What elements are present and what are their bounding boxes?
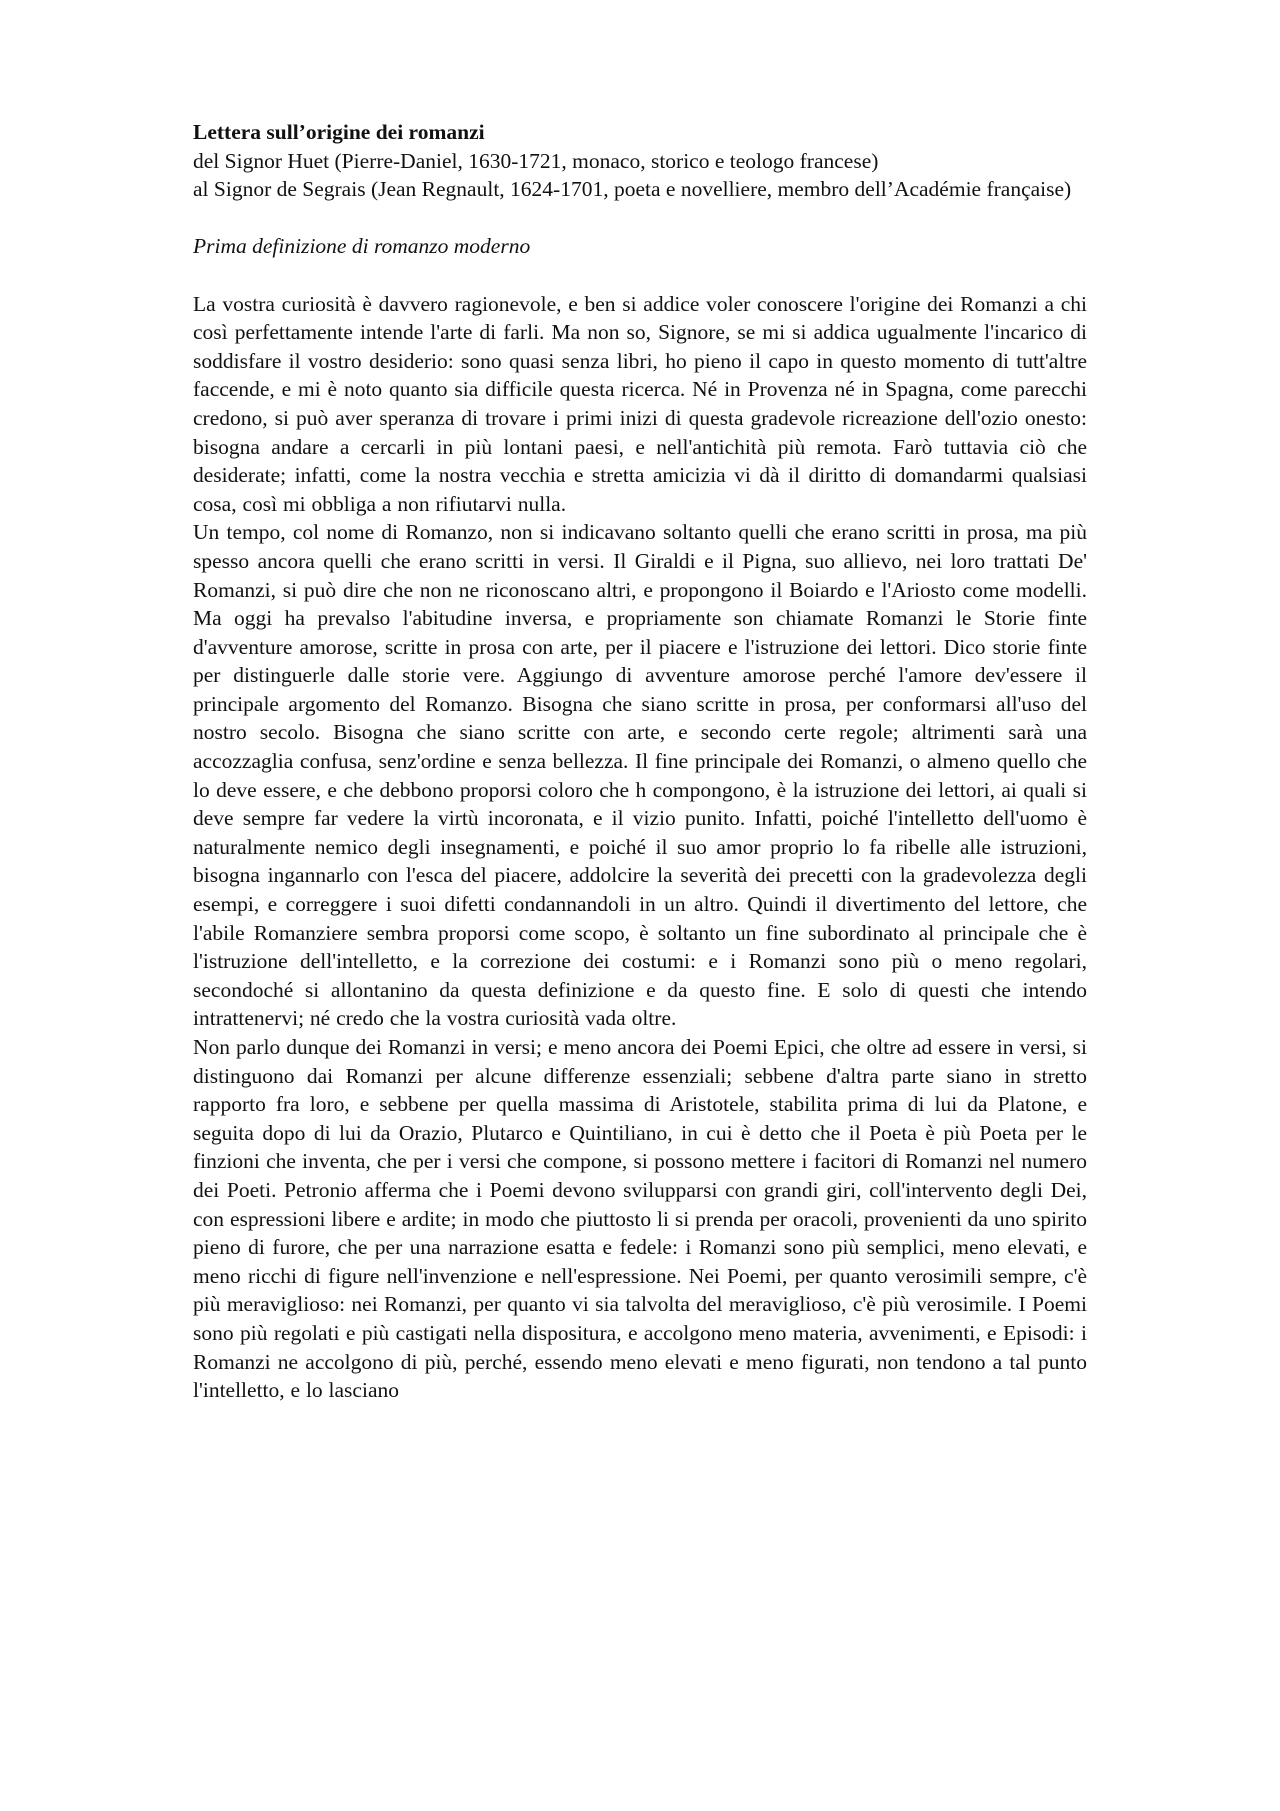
paragraph-1: La vostra curiosità è davvero ragionevole, e ben si addice voler conoscere l'origine dei Romanzi a chi così perfettamente intende l'arte di farli. Ma non so, Signore, se mi si addica ugualmente l'incarico di soddisfare il vostro desiderio: sono quasi senza libri, ho pieno il capo in questo momento di tutt'altre faccende, e mi è noto quanto sia difficile questa ricerca. Né in Provenza né in Spagna, come parecchi credono, si può aver speranza di trovare i primi inizi di questa gradevole ricreazione dell'ozio onesto: bisogna andare a cercarli in più lontani paesi, e nell'antichità più remota. Farò tuttavia ciò che desiderate; infatti, come la nostra vecchia e stretta amicizia vi dà il diritto di domandarmi qualsiasi cosa, così mi obbliga a non rifiutarvi nulla. [193,291,1087,516]
paragraph-2: Un tempo, col nome di Romanzo, non si indicavano soltanto quelli che erano scritti in prosa, ma più spesso ancora quelli che erano scritti in versi. Il Giraldi e il Pigna, suo allievo, nei loro trattati De' Romanzi, si può dire che non ne riconoscano altri, e propongono il Boiardo e l'Ariosto come modelli. Ma oggi ha prevalso l'abitudine inversa, e propriamente son chiamate Romanzi le Storie finte d'avventure amorose, scritte in prosa con arte, per il piacere e l'istruzione dei lettori. Dico storie finte per distinguerle dalle storie vere. Aggiungo di avventure amorose perché l'amore dev'essere il principale argomento del Romanzo. Bisogna che siano scritte in prosa, per conformarsi all'uso del nostro secolo. Bisogna che siano scritte con arte, e secondo certe regole; altrimenti sarà una accozzaglia confusa, senz'ordine e senza bellezza. Il fine principale dei Romanzi, o almeno quello che lo deve essere, e che debbono proporsi coloro che h compongono, è la istruzione dei lettori, ai quali si deve sempre far vedere la virtù incoronata, e il vizio punito. Infatti, poiché l'intelletto dell'uomo è naturalmente nemico degli insegnamenti, e poiché il suo amor proprio lo fa ribelle alle istruzioni, bisogna ingannarlo con l'esca del piacere, addolcire la severità dei precetti con la gradevolezza degli esempi, e correggere i suoi difetti condannandoli in un altro. Quindi il divertimento del lettore, che l'abile Romanziere sembra proporsi come scopo, è soltanto un fine subordinato al principale che è l'istruzione dell'intelletto, e la correzione dei costumi: e i Romanzi sono più o meno regolari, secondoché si allontanino da questa definizione e da questo fine. E solo di questi che intendo intrattenervi; né credo che la vostra curiosità vada oltre. [193,520,1087,1031]
section-heading: Prima definizione di romanzo moderno [193,234,531,259]
document-page [193,118,1087,1405]
document-title: Lettera sull’origine dei romanzi [193,120,485,144]
recipient-line: al Signor de Segrais (Jean Regnault, 1624-1701, poeta e novelliere, membro dell’Académie française) [193,177,1072,202]
author-line: del Signor Huet (Pierre-Daniel, 1630-1721, monaco, storico e teologo francese) [193,148,879,173]
paragraph-3: Non parlo dunque dei Romanzi in versi; e meno ancora dei Poemi Epici, che oltre ad essere in versi, si distinguono dai Romanzi per alcune differenze essenziali; sebbene d'altra parte siano in stretto rapporto fra loro, e sebbene per quella massima di Aristotele, stabilita prima di lui da Platone, e seguita dopo di lui da Orazio, Plutarco e Quintiliano, in cui è detto che il Poeta è più Poeta per le finzioni che inventa, che per i versi che compone, si possono mettere i facitori di Romanzi nel numero dei Poeti. Petronio afferma che i Poemi devono svilupparsi con grandi giri, coll'intervento degli Dei, con espressioni libere e ardite; in modo che piuttosto li si prenda per oracoli, provenienti da uno spirito pieno di furore, che per una narrazione esatta e fedele: i Romanzi sono più semplici, meno elevati, e meno ricchi di figure nell'invenzione e nell'espressione. Nei Poemi, per quanto verosimili sempre, c'è più meraviglioso: nei Romanzi, per quanto vi sia talvolta del meraviglioso, c'è più verosimile. I Poemi sono più regolati e più castigati nella dispositura, e accolgono meno materia, avvenimenti, e Episodi: i Romanzi ne accolgono di più, perché, essendo meno elevati e meno figurati, non tendono a tal punto l'intelletto, e lo lasciano [193,1035,1087,1403]
